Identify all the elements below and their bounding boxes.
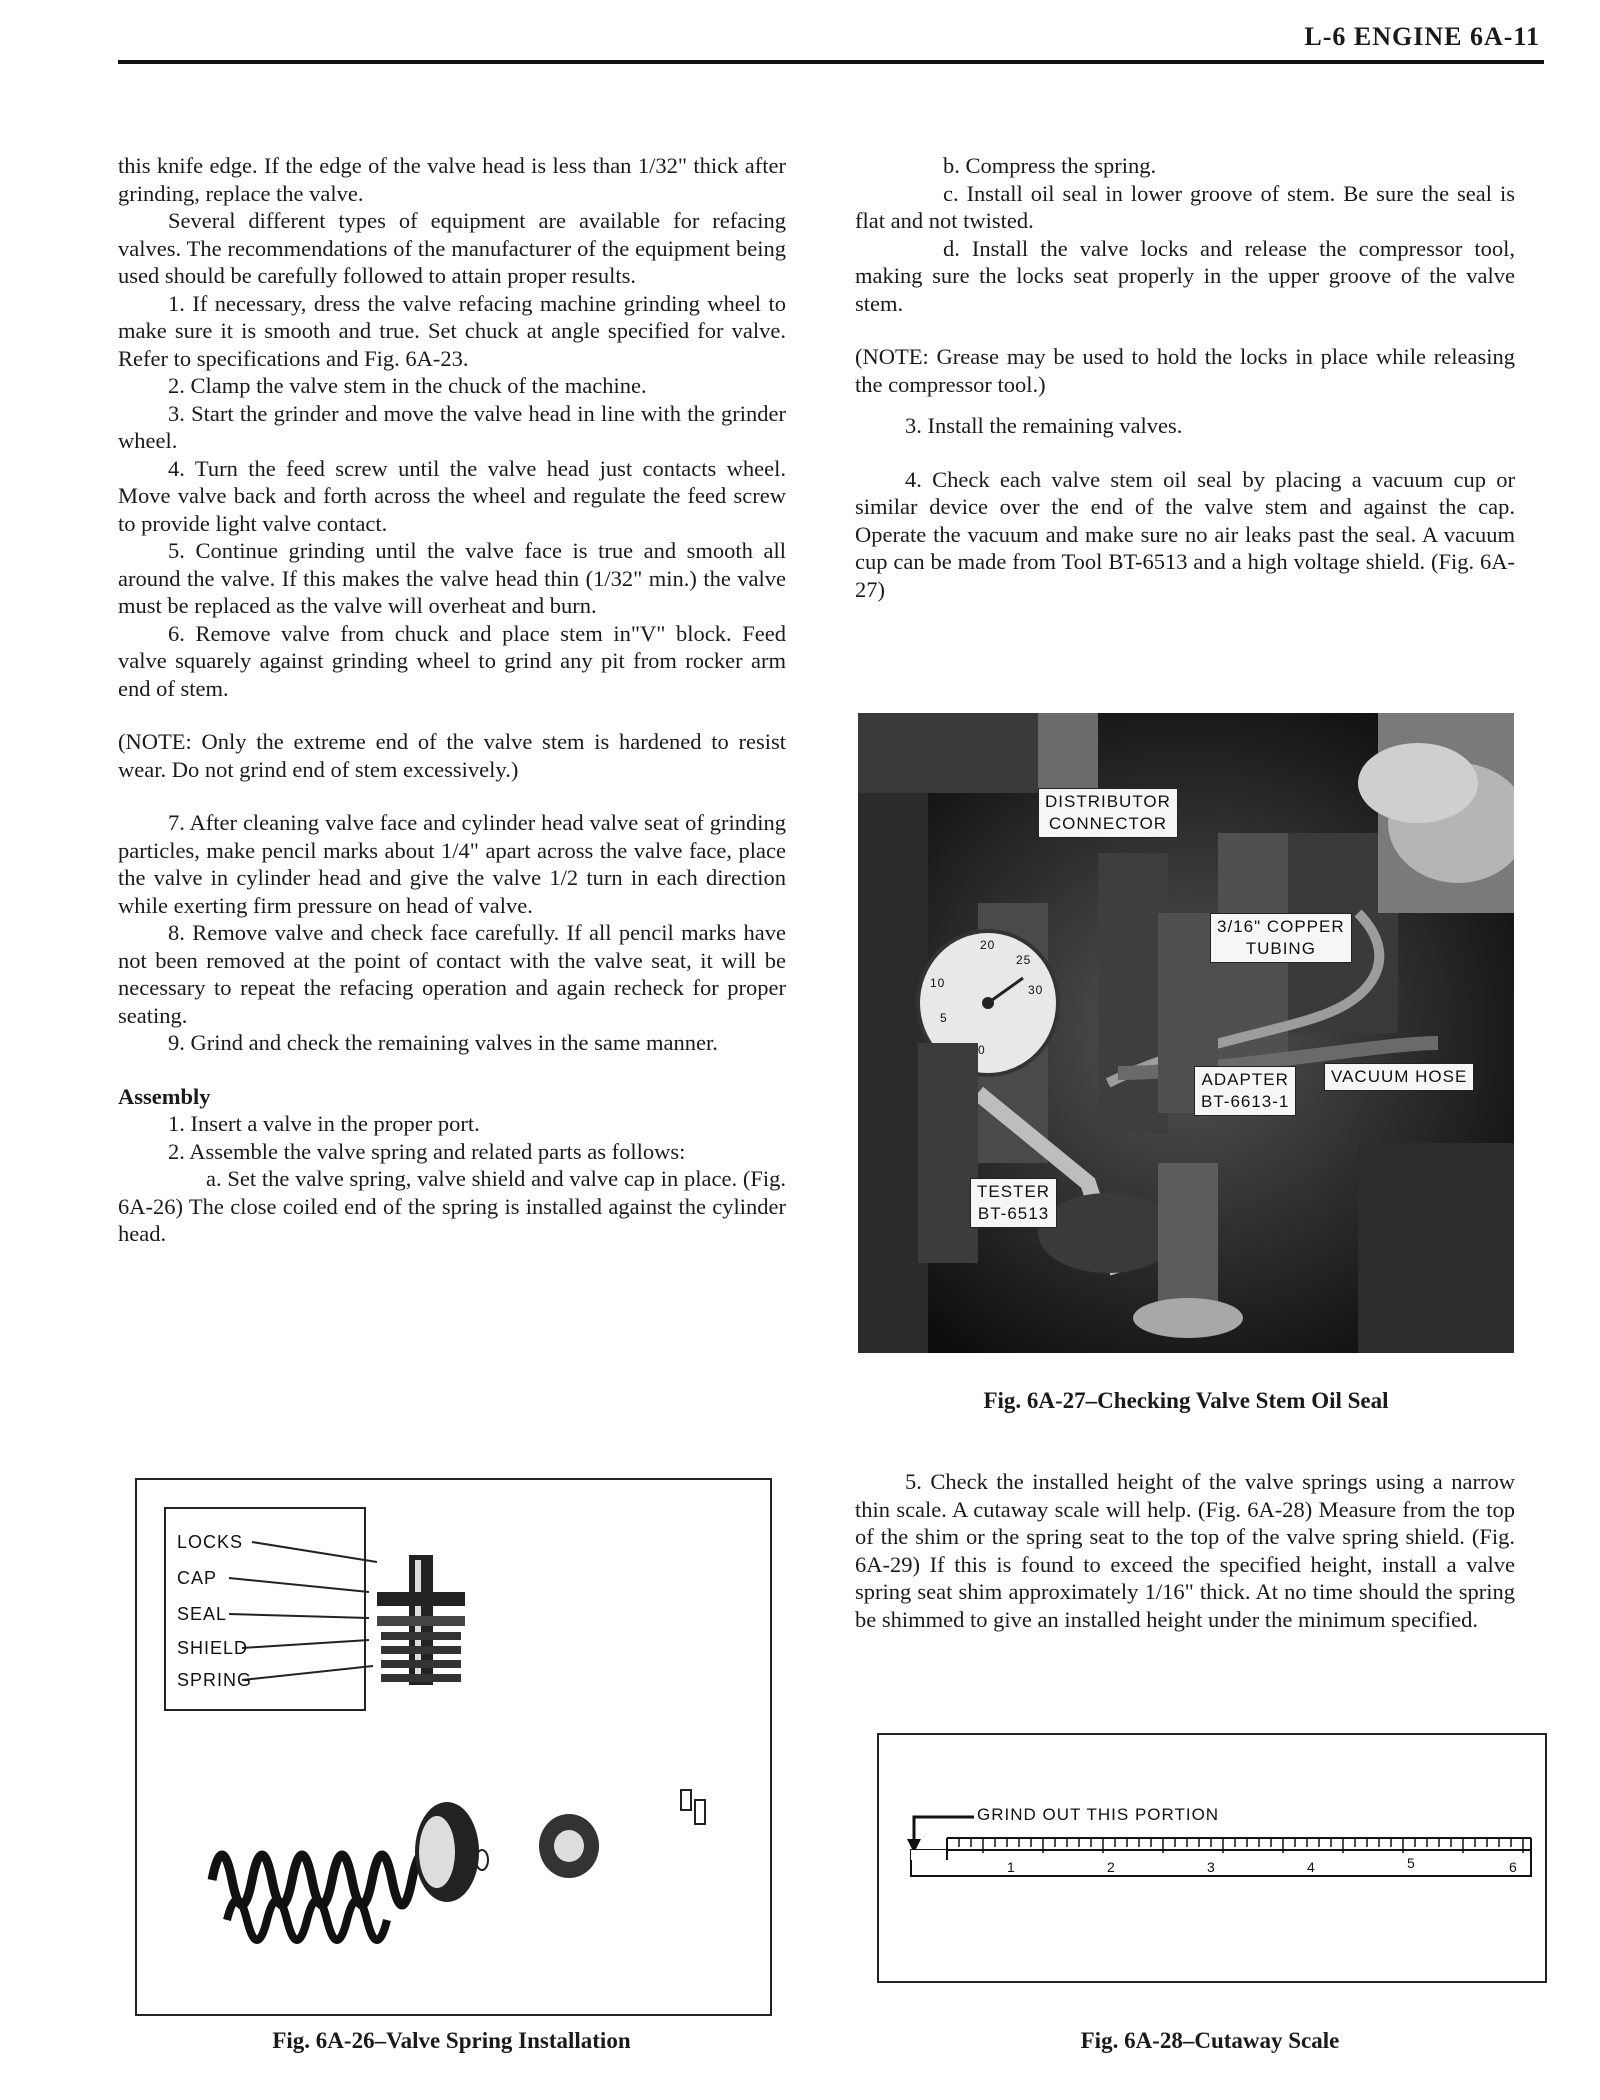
paragraph: 6. Remove valve from chuck and place stem in"V" block. Feed valve squarely against grinding wheel to grind any pit from rocker arm end of stem. — [118, 620, 786, 701]
label-line: ADAPTER — [1201, 1070, 1289, 1089]
valve-spring-drawing — [137, 1480, 770, 2014]
fig-6a-27-caption: Fig. 6A-27–Checking Valve Stem Oil Seal — [983, 1388, 1389, 1413]
paragraph: 4. Turn the feed screw until the valve head just contacts wheel. Move valve back and forth across the wheel and regulate the feed screw to provide light valve contact. — [118, 455, 786, 536]
label-shield: SHIELD — [177, 1638, 249, 1658]
scale-number: 3 — [1207, 1859, 1216, 1875]
label-locks: LOCKS — [177, 1532, 244, 1552]
paragraph: 1. If necessary, dress the valve refacing machine grinding wheel to make sure it is smooth and true. Set chuck at angle specified for valve. Refer to specifications and Fig. 6A-23. — [118, 290, 786, 371]
fig-6a-28-caption: Fig. 6A-28–Cutaway Scale — [1080, 2028, 1340, 2053]
scale-number: 4 — [1307, 1859, 1316, 1875]
paragraph: b. Compress the spring. — [943, 153, 1157, 178]
gauge-tick: 25 — [1016, 953, 1032, 967]
paragraph: 5. Check the installed height of the valve springs using a narrow thin scale. A cutaway scale will help. (Fig. 6A-28) Measure from the top of the shim or the spring seat to the top of the valve spring shield. (Fig. 6A-29) If this is found to exceed the specified height, install a valve spring seat shim approximately 1/16" thick. At no time should the spring be shimmed to give an installed height under the minimum specified. — [855, 1469, 1515, 1632]
gauge-tick: 5 — [940, 1011, 948, 1025]
scale-number: 1 — [1007, 1859, 1016, 1875]
gauge-tick: 20 — [980, 938, 996, 952]
paragraph: 5. Continue grinding until the valve face is true and smooth all around the valve. If this makes the valve head thin (1/32" min.) the valve must be replaced as the valve will overheat and burn. — [118, 538, 786, 618]
label-tester — [970, 1178, 1057, 1228]
label-seal: SEAL — [177, 1604, 228, 1624]
gauge-tick: 0 — [978, 1043, 986, 1057]
cutaway-scale-drawing — [879, 1735, 1545, 1981]
paragraph: 3. Start the grinder and move the valve head in line with the grinder wheel. — [118, 400, 786, 453]
fig-6a-28-box — [877, 1733, 1547, 1983]
page-header: L-6 ENGINE 6A-11 — [1304, 22, 1540, 51]
gauge-tick: 30 — [1028, 983, 1044, 997]
section-heading: Assembly — [118, 1083, 211, 1109]
label-distributor-connector — [1038, 788, 1178, 838]
right-column-lower — [855, 1468, 1515, 1633]
paragraph: 4. Check each valve stem oil seal by placing a vacuum cup or similar device over the end of the valve stem and against the cap. Operate the vacuum and make sure no air leaks past the seal. A vacuum cup can be made from Tool BT-6513 and a high voltage shield. (Fig. 6A-27) — [855, 466, 1515, 602]
paragraph: Several different types of equipment are available for refacing valves. The recommendations of the manufacturer of the equipment being used should be carefully followed to attain proper results. — [118, 208, 786, 288]
label-spring: SPRING — [177, 1670, 253, 1690]
engine-photo — [858, 713, 1514, 1353]
scale-number: 5 — [1407, 1855, 1416, 1871]
scale-number: 2 — [1107, 1859, 1116, 1875]
fig-6a-27-photo — [858, 713, 1514, 1353]
label-line: BT-6613-1 — [1201, 1092, 1290, 1111]
label-line: CONNECTOR — [1048, 814, 1168, 833]
paragraph: 2. Clamp the valve stem in the chuck of the machine. — [168, 373, 647, 398]
label-line: TESTER — [977, 1182, 1051, 1201]
left-column — [118, 152, 786, 1248]
label-line: VACUUM HOSE — [1331, 1067, 1468, 1086]
paragraph: this knife edge. If the edge of the valve head is less than 1/32" thick after grinding, replace the valve. — [118, 153, 786, 206]
paragraph: 7. After cleaning valve face and cylinder head valve seat of grinding particles, make pencil marks about 1/4" apart across the valve face, place the valve in cylinder head and give the valve 1/2 turn in each direction while exerting firm pressure on head of valve. — [118, 810, 786, 918]
fig-6a-26-box — [135, 1478, 772, 2016]
paragraph: d. Install the valve locks and release the compressor tool, making sure the locks seat properly in the upper groove of the valve stem. — [855, 235, 1515, 316]
note: (NOTE: Only the extreme end of the valve stem is hardened to resist wear. Do not grind end of stem excessively.) — [118, 729, 786, 782]
gauge-tick: 10 — [930, 976, 946, 990]
right-column — [855, 152, 1515, 603]
label-line: DISTRIBUTOR — [1045, 792, 1171, 811]
label-copper-tubing — [1210, 913, 1352, 963]
label-grind-out: GRIND OUT THIS PORTION — [977, 1805, 1220, 1824]
header-rule — [118, 60, 1544, 64]
label-vacuum-hose — [1324, 1063, 1474, 1091]
paragraph: c. Install oil seal in lower groove of stem. Be sure the seal is flat and not twisted. — [855, 180, 1515, 233]
paragraph: 3. Install the remaining valves. — [905, 413, 1183, 438]
label-cap: CAP — [177, 1568, 218, 1588]
note: (NOTE: Grease may be used to hold the locks in place while releasing the compressor tool.) — [855, 344, 1515, 397]
paragraph: 9. Grind and check the remaining valves in the same manner. — [168, 1030, 718, 1055]
label-line: BT-6513 — [977, 1204, 1050, 1223]
paragraph: 1. Insert a valve in the proper port. — [168, 1111, 480, 1136]
label-line: TUBING — [1245, 939, 1316, 958]
paragraph: 2. Assemble the valve spring and related parts as follows: — [168, 1138, 686, 1164]
paragraph: a. Set the valve spring, valve shield and valve cap in place. (Fig. 6A-26) The close coiled end of the spring is installed against the cylinder head. — [118, 1166, 786, 1246]
fig-6a-26-caption: Fig. 6A-26–Valve Spring Installation — [272, 2028, 631, 2053]
label-line: 3/16" COPPER — [1217, 917, 1345, 936]
scale-number: 6 — [1509, 1859, 1518, 1875]
paragraph: 8. Remove valve and check face carefully. If all pencil marks have not been removed at the point of contact with the valve seat, it will be necessary to repeat the refacing operation and again recheck for proper seating. — [118, 920, 786, 1028]
label-adapter — [1194, 1066, 1296, 1116]
